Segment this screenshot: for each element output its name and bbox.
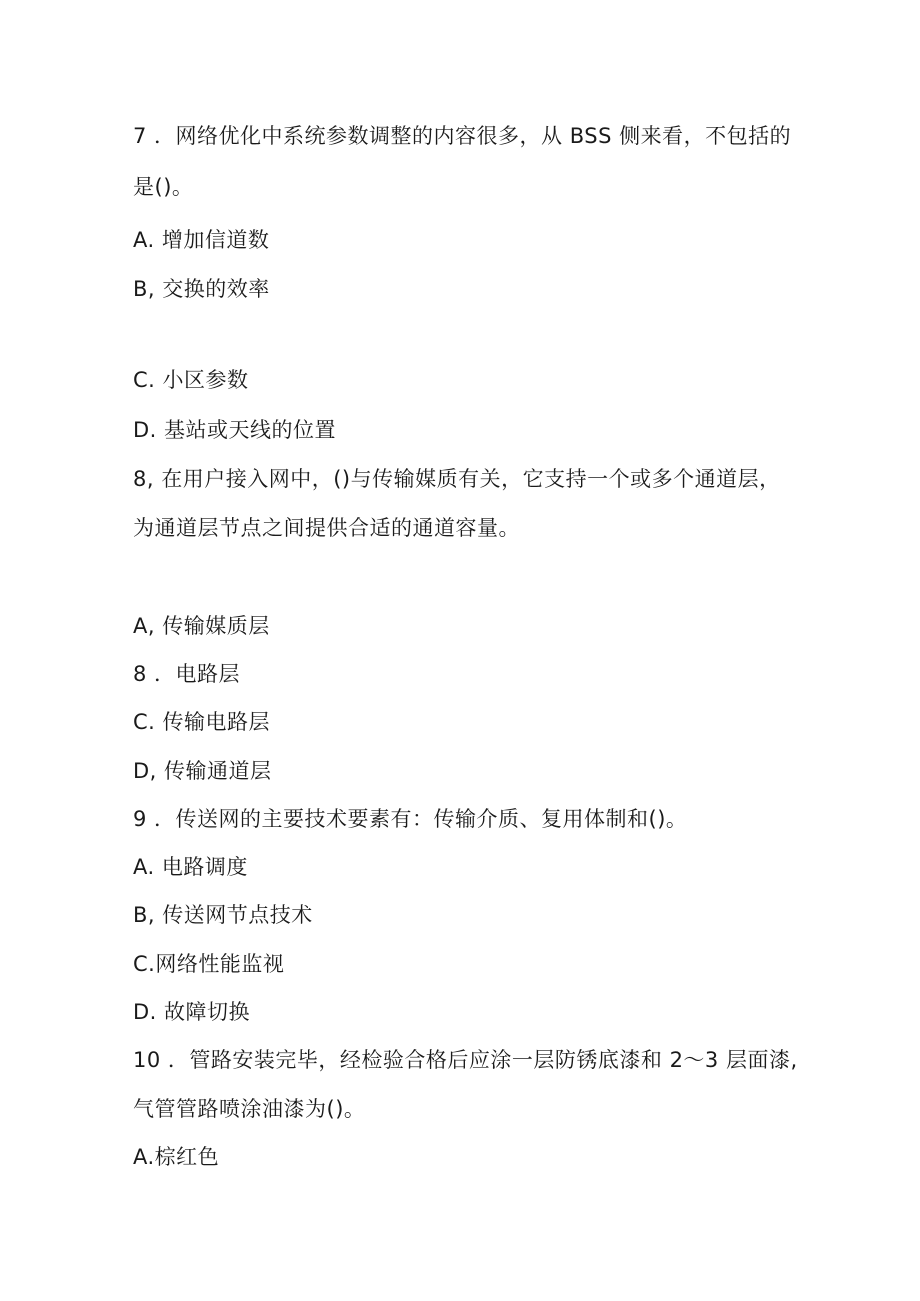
question-9-stem-line-1: 9 ．传送网的主要技术要素有：传输介质、复用体制和()。 — [133, 807, 688, 831]
question-10-stem-line-2: 气管管路喷涂油漆为()。 — [133, 1097, 366, 1121]
question-8-stem-line-2: 为通道层节点之间提供合适的通道容量。 — [133, 516, 520, 540]
question-9-option-c: C.网络性能监视 — [133, 952, 285, 976]
question-7-stem-line-1: 7 ．网络优化中系统参数调整的内容很多，从 BSS 侧来看，不包括的 — [133, 124, 792, 148]
question-8-option-b: 8 ．电路层 — [133, 662, 241, 686]
question-8-stem-line-1: 8, 在用户接入网中，()与传输媒质有关，它支持一个或多个通道层， — [133, 467, 781, 491]
question-8-option-d: D, 传输通道层 — [133, 759, 272, 783]
question-9-option-d: D. 故障切换 — [133, 1000, 251, 1024]
question-7-option-c: C. 小区参数 — [133, 368, 249, 392]
question-8-option-c: C. 传输电路层 — [133, 710, 271, 734]
question-9-option-b: B, 传送网节点技术 — [133, 903, 313, 927]
question-10-stem-line-1: 10 ．管路安装完毕，经检验合格后应涂一层防锈底漆和 2～3 层面漆, — [133, 1048, 798, 1072]
question-7-option-d: D. 基站或天线的位置 — [133, 418, 337, 442]
question-7-option-a: A. 增加信道数 — [133, 228, 270, 252]
question-7-stem-line-2: 是()。 — [133, 175, 194, 199]
question-8-option-a: A, 传输媒质层 — [133, 614, 270, 638]
question-9-option-a: A. 电路调度 — [133, 855, 248, 879]
question-7-option-b: B, 交换的效率 — [133, 277, 270, 301]
question-10-option-a: A.棕红色 — [133, 1145, 220, 1169]
